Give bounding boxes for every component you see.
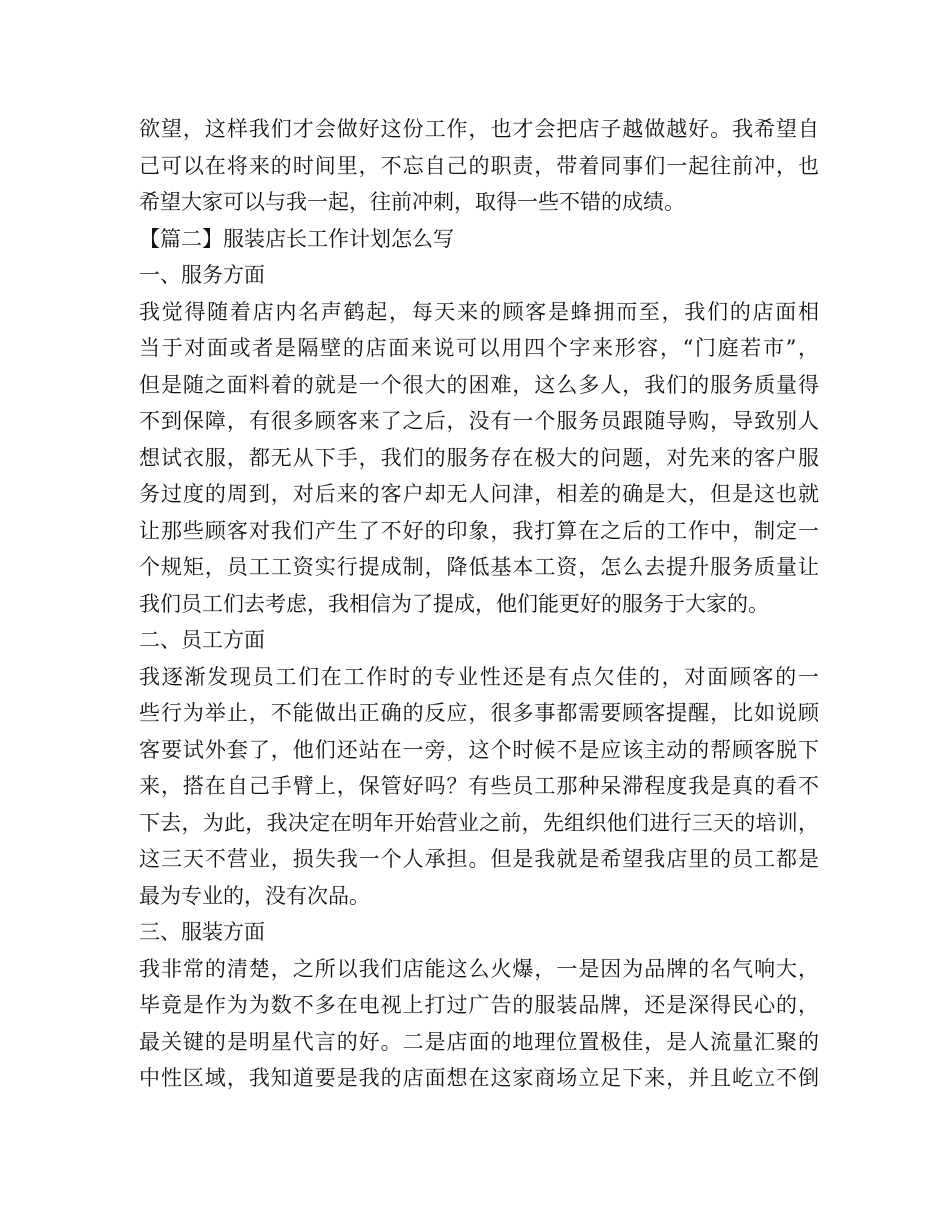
text-line: 我逐渐发现员工们在工作时的专业性还是有点欠佳的，对面顾客的一 xyxy=(139,664,819,689)
text-line: 务过度的周到，对后来的客户却无人问津，相差的确是大，但是这也就 xyxy=(139,482,819,506)
text-line: 希望大家可以与我一起，往前冲刺，取得一些不错的成绩。 xyxy=(139,190,685,214)
text-line: 三、服装方面 xyxy=(139,920,265,944)
text-line: 个规矩，员工工资实行提成制，降低基本工资，怎么去提升服务质量让 xyxy=(139,555,819,579)
text-line: 不到保障，有很多顾客来了之后，没有一个服务员跟随导购，导致别人 xyxy=(139,409,819,433)
text-line: 我非常的清楚，之所以我们店能这么火爆，一是因为品牌的名气响大， xyxy=(139,956,819,981)
text-line: 但是随之面料着的就是一个很大的困难，这么多人，我们的服务质量得 xyxy=(139,372,819,397)
text-line: 一、服务方面 xyxy=(139,263,265,287)
text-line: 我们员工们去考虑，我相信为了提成，他们能更好的服务于大家的。 xyxy=(139,591,769,616)
text-line: 想试衣服，都无从下手，我们的服务存在极大的问题，对先来的客户服 xyxy=(139,445,819,470)
text-line: 最关键的是明星代言的好。二是店面的地理位置极佳，是人流量汇聚的 xyxy=(139,1029,819,1054)
text-line: 下去，为此，我决定在明年开始营业之前，先组织他们进行三天的培训， xyxy=(139,810,819,835)
text-line: 最为专业的，没有次品。 xyxy=(139,883,370,908)
text-line: 让那些顾客对我们产生了不好的印象，我打算在之后的工作中，制定一 xyxy=(139,518,819,543)
text-line: 我觉得随着店内名声鹤起，每天来的顾客是蜂拥而至，我们的店面相 xyxy=(139,299,819,324)
text-line: 来，搭在自己手臂上，保管好吗？有些员工那种呆滞程度我是真的看不 xyxy=(139,774,819,798)
text-line: 些行为举止，不能做出正确的反应，很多事都需要顾客提醒，比如说顾 xyxy=(139,701,819,725)
text-line: 毕竟是作为为数不多在电视上打过广告的服装品牌，还是深得民心的， xyxy=(139,993,819,1017)
text-line: 【篇二】服装店长工作计划怎么写 xyxy=(139,226,454,251)
document-body xyxy=(139,111,819,1097)
text-line: 当于对面或者是隔壁的店面来说可以用四个字来形容，“门庭若市”， xyxy=(139,336,819,360)
text-line: 这三天不营业，损失我一个人承担。但是我就是希望我店里的员工都是 xyxy=(139,847,819,871)
text-line: 己可以在将来的时间里，不忘自己的职责，带着同事们一起往前冲，也 xyxy=(139,153,819,178)
text-line: 欲望，这样我们才会做好这份工作，也才会把店子越做越好。我希望自 xyxy=(139,117,819,141)
text-line: 二、员工方面 xyxy=(139,628,265,652)
text-line: 客要试外套了，他们还站在一旁，这个时候不是应该主动的帮顾客脱下 xyxy=(139,737,819,762)
text-line: 中性区域，我知道要是我的店面想在这家商场立足下来，并且屹立不倒 xyxy=(139,1066,819,1090)
